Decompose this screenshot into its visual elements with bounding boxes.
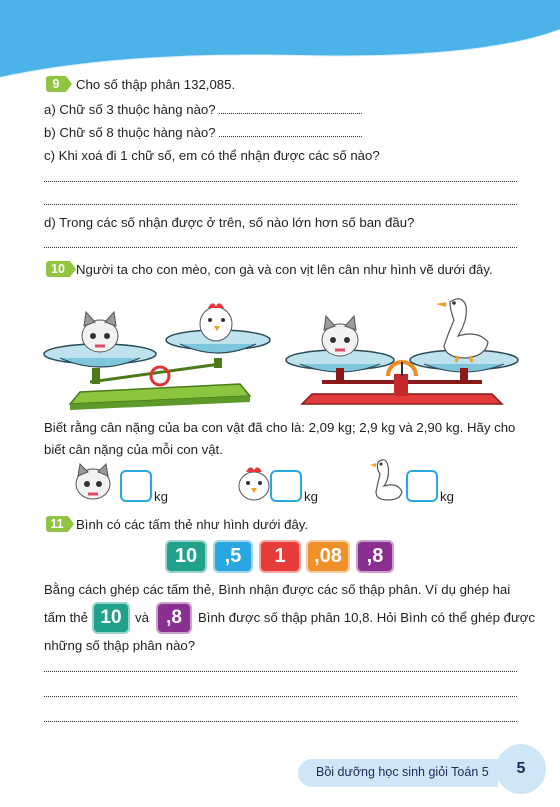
duck-icon	[370, 456, 406, 502]
header-band	[0, 0, 560, 80]
duck-unit-label: kg	[440, 489, 454, 504]
cat-unit-label: kg	[154, 489, 168, 504]
cat-icon	[322, 316, 358, 356]
answer-line-9b[interactable]	[219, 136, 362, 137]
page-number: 5	[496, 744, 546, 794]
question-10-prompt: Người ta cho con mèo, con gà và con vịt lên cân như hình vẽ dưới đây.	[76, 262, 493, 277]
example-card-10: 10	[92, 602, 130, 634]
answer-line-9c-1[interactable]	[44, 181, 517, 182]
answer-line-9a[interactable]	[219, 113, 362, 114]
example-card-8: ,8	[156, 602, 192, 634]
question-11-line3: những số thập phân nào?	[44, 638, 196, 653]
question-11-line2-end: Bình được số thập phân 10,8. Hỏi Bình có thể ghép được	[198, 610, 536, 625]
answer-line-11-3[interactable]	[44, 721, 517, 722]
chicken-weight-box[interactable]	[270, 470, 302, 502]
answer-line-9d[interactable]	[44, 247, 517, 248]
answer-line-11-2[interactable]	[44, 696, 517, 697]
answer-line-11-1[interactable]	[44, 671, 517, 672]
number-card-10: 10	[165, 540, 207, 573]
question-9d-text: d) Trong các số nhận được ở trên, số nào lớn hơn số ban đầu?	[44, 215, 415, 230]
question-9a-text: a) Chữ số 3 thuộc hàng nào?	[44, 102, 216, 117]
question-10-badge: 10	[46, 261, 70, 277]
cat-weight-box[interactable]	[120, 470, 152, 502]
question-11-badge: 11	[46, 516, 68, 532]
question-11-line1: Bằng cách ghép các tấm thẻ, Bình nhận được các số thập phân. Ví dụ ghép hai	[44, 582, 511, 597]
number-card-8: ,8	[356, 540, 394, 573]
question-10-line1: Biết rằng cân nặng của ba con vật đã cho là: 2,09 kg; 2,9 kg và 2,90 kg. Hãy cho	[44, 420, 516, 435]
chicken-unit-label: kg	[304, 489, 318, 504]
scale-right-illustration	[282, 290, 522, 412]
chicken-icon	[200, 303, 232, 341]
cat-icon	[82, 312, 118, 352]
footer-book-title: Bồi dưỡng học sinh giỏi Toán 5	[316, 765, 489, 779]
answer-line-9c-2[interactable]	[44, 204, 517, 205]
question-9b-text: b) Chữ số 8 thuộc hàng nào?	[44, 125, 216, 140]
chicken-icon	[236, 464, 272, 502]
number-card-1: 1	[259, 540, 301, 573]
number-card-08: ,08	[306, 540, 350, 573]
duck-weight-box[interactable]	[406, 470, 438, 502]
question-11-line2-and: và	[135, 610, 149, 625]
question-11-prompt: Bình có các tấm thẻ như hình dưới đây.	[76, 517, 309, 532]
question-9-prompt: Cho số thập phân 132,085.	[76, 77, 236, 92]
question-11-line2-start: tấm thẻ	[44, 610, 88, 625]
question-10-line2: biết cân nặng của mỗi con vật.	[44, 442, 223, 457]
scale-left-illustration	[40, 296, 280, 412]
question-9c-text: c) Khi xoá đi 1 chữ số, em có thể nhận được các số nào?	[44, 148, 380, 163]
cat-icon	[72, 462, 114, 502]
number-card-5: ,5	[213, 540, 253, 573]
question-9-badge: 9	[46, 76, 66, 92]
